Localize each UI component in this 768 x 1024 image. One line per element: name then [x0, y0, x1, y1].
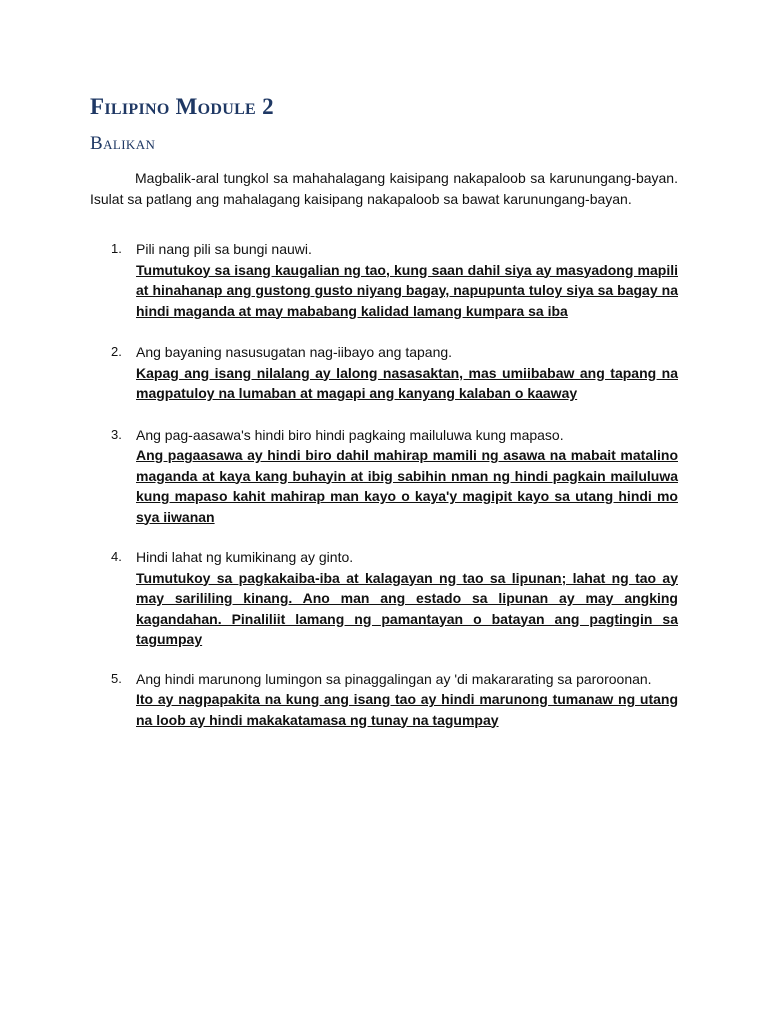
answer-text: Kapag ang isang nilalang ay lalong nasasaktan, mas umiibabaw ang tapang na magpatuloy na lumaban at magapi ang kanyang kalaban o kaaway — [136, 364, 678, 401]
answer-text: Tumutukoy sa isang kaugalian ng tao, kung saan dahil siya ay masyadong mapili at hinahanap ang gustong gusto niyang bagay, napupunta tuloy siya sa bagay na hindi maganda at may mababang kalidad lamang kumpara sa iba — [136, 261, 678, 319]
proverb-text: Hindi lahat ng kumikinang ay ginto. — [136, 549, 354, 565]
list-item — [90, 669, 678, 731]
answer-text: Ito ay nagpapakita na kung ang isang tao ay hindi marunong tumanaw ng utang na loob ay hindi makakatamasa ng tunay na tagumpay — [136, 691, 678, 728]
item-number: 2. — [111, 344, 122, 359]
section-heading: Balikan — [90, 133, 156, 154]
page-title: Filipino Module 2 — [90, 94, 274, 119]
list-item — [90, 547, 678, 650]
item-number: 5. — [111, 670, 122, 686]
list-item — [90, 425, 678, 528]
proverb-text: Ang hindi marunong lumingon sa pinaggalingan ay 'di makararating sa paroroonan. — [136, 670, 652, 687]
proverb-text: Ang pag-aasawa's hindi biro hindi pagkaing mailuluwa kung mapaso. — [136, 426, 564, 443]
list-item — [90, 239, 678, 321]
item-number: 3. — [111, 426, 122, 442]
proverb-list — [90, 239, 678, 730]
item-number: 4. — [111, 549, 122, 564]
proverb-text: Pili nang pili sa bungi nauwi. — [136, 241, 312, 257]
answer-text: Tumutukoy sa pagkakaiba-iba at kalagayan ng tao sa lipunan; lahat ng tao ay may sarililing kinang. Ano man ang estado sa lipunan ay may angking kagandahan. Pinaliliit lamang ng pamantayan o batayan ang pagtingin sa tagumpay — [136, 569, 678, 647]
list-item — [90, 342, 678, 404]
intro-paragraph: Magbalik-aral tungkol sa mahahalagang kaisipang nakapaloob sa karunungang-bayan. Isulat sa patlang ang mahalagang kaisipang nakapaloob sa bawat karunungang-bayan. — [90, 170, 678, 207]
proverb-text: Ang bayaning nasusugatan nag-iibayo ang tapang. — [136, 344, 453, 360]
item-number: 1. — [111, 241, 122, 256]
answer-text: Ang pagaasawa ay hindi biro dahil mahirap mamili ng asawa na mabait matalino maganda at kaya kang buhayin at ibig sabihin nman ng hindi pagkain mailuluwa kung mapaso kahit mahirap man kayo o kaya'y magipit kayo sa utang hindi mo sya iiwanan — [136, 447, 678, 525]
